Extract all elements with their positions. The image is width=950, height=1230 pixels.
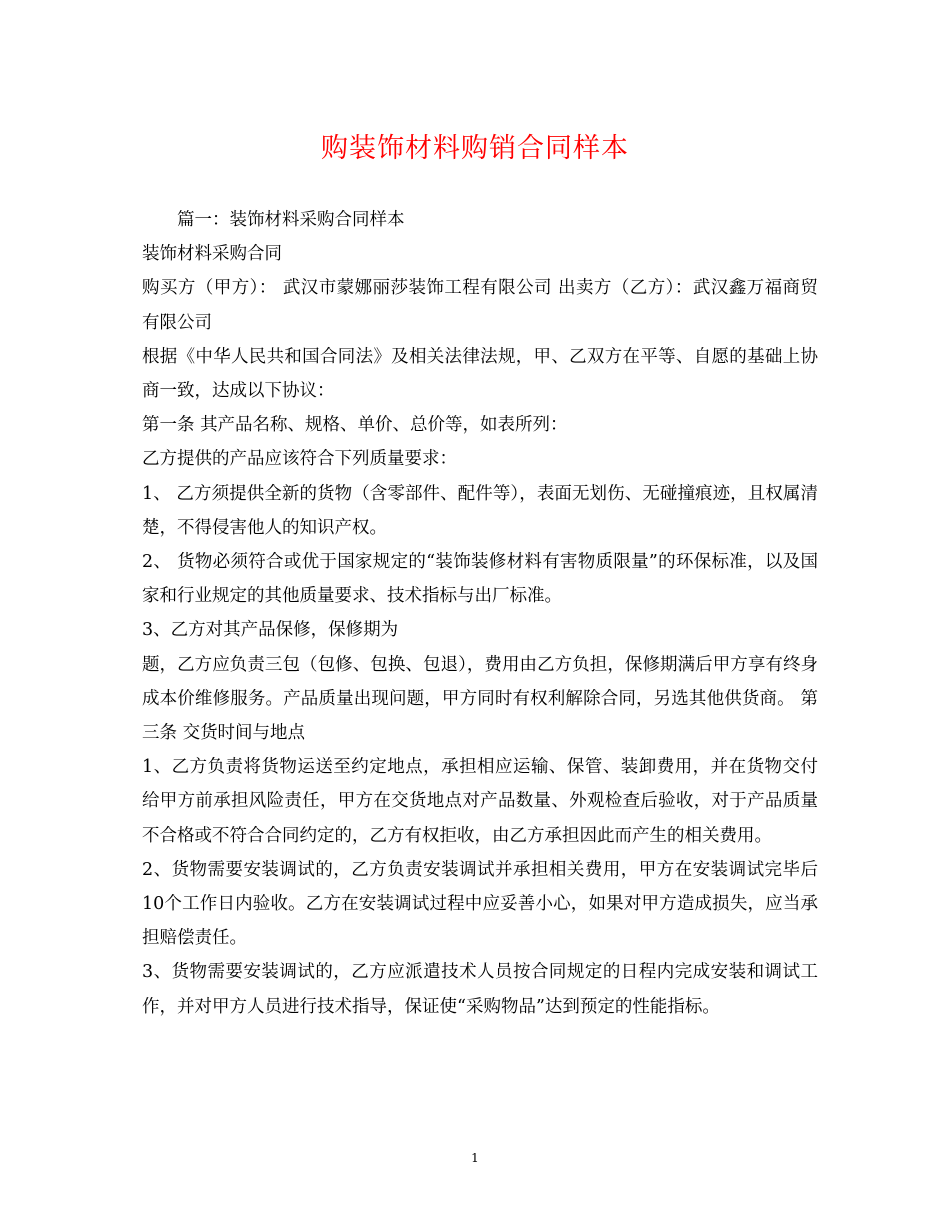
clause-paragraph: 题，乙方应负责三包（包修、包换、包退），费用由乙方负担，保修期满后甲方享有终身成本价维修服务。产品质量出现问题，甲方同时有权利解除合同，另选其他供货商。 第三条 交货时间与地点 (142, 654, 818, 744)
legal-basis-paragraph: 根据《中华人民共和国合同法》及相关法律法规，甲、乙双方在平等、自愿的基础上协商一致，达成以下协议： (142, 346, 818, 402)
article-one-paragraph: 第一条 其产品名称、规格、单价、总价等，如表所列： (142, 415, 568, 436)
clause-paragraph: 3、乙方对其产品保修，保修期为 (142, 620, 399, 641)
clause-paragraph: 1、乙方负责将货物运送至约定地点，承担相应运输、保管、装卸费用，并在货物交付给甲方前承担风险责任，甲方在交货地点对产品数量、外观检查后验收，对于产品质量不合格或不符合合同约定的，乙方有权拒收，由乙方承担因此而产生的相关费用。 (142, 757, 818, 846)
clause-paragraph: 2、 货物必须符合或优于国家规定的“装饰装修材料有害物质限量”的环保标准，以及国家和行业规定的其他质量要求、技术指标与出厂标准。 (142, 552, 818, 607)
parties-paragraph: 购买方（甲方）： 武汉市蒙娜丽莎装饰工程有限公司 出卖方（乙方）：武汉鑫万福商贸有限公司 (142, 278, 818, 333)
clause-paragraph: 1、 乙方须提供全新的货物（含零部件、配件等），表面无划伤、无碰撞痕迹，且权属清楚，不得侵害他人的知识产权。 (142, 483, 818, 538)
contract-name: 装饰材料采购合同 (142, 244, 282, 265)
page-number: 1 (471, 1151, 479, 1165)
quality-requirements-paragraph: 乙方提供的产品应该符合下列质量要求： (142, 449, 457, 470)
clause-paragraph: 2、货物需要安装调试的，乙方负责安装调试并承担相关费用，甲方在安装调试完毕后10个工作日内验收。乙方在安装调试过程中应妥善小心，如果对甲方造成损失，应当承担赔偿责任。 (142, 859, 818, 949)
clause-paragraph: 3、货物需要安装调试的，乙方应派遣技术人员按合同规定的日程内完成安装和调试工作，并对甲方人员进行技术指导，保证使“采购物品”达到预定的性能指标。 (142, 962, 818, 1017)
document-title: 购装饰材料购销合同样本 (321, 133, 629, 164)
document-body (142, 203, 818, 1024)
section-heading: 篇一：装饰材料采购合同样本 (177, 210, 405, 230)
